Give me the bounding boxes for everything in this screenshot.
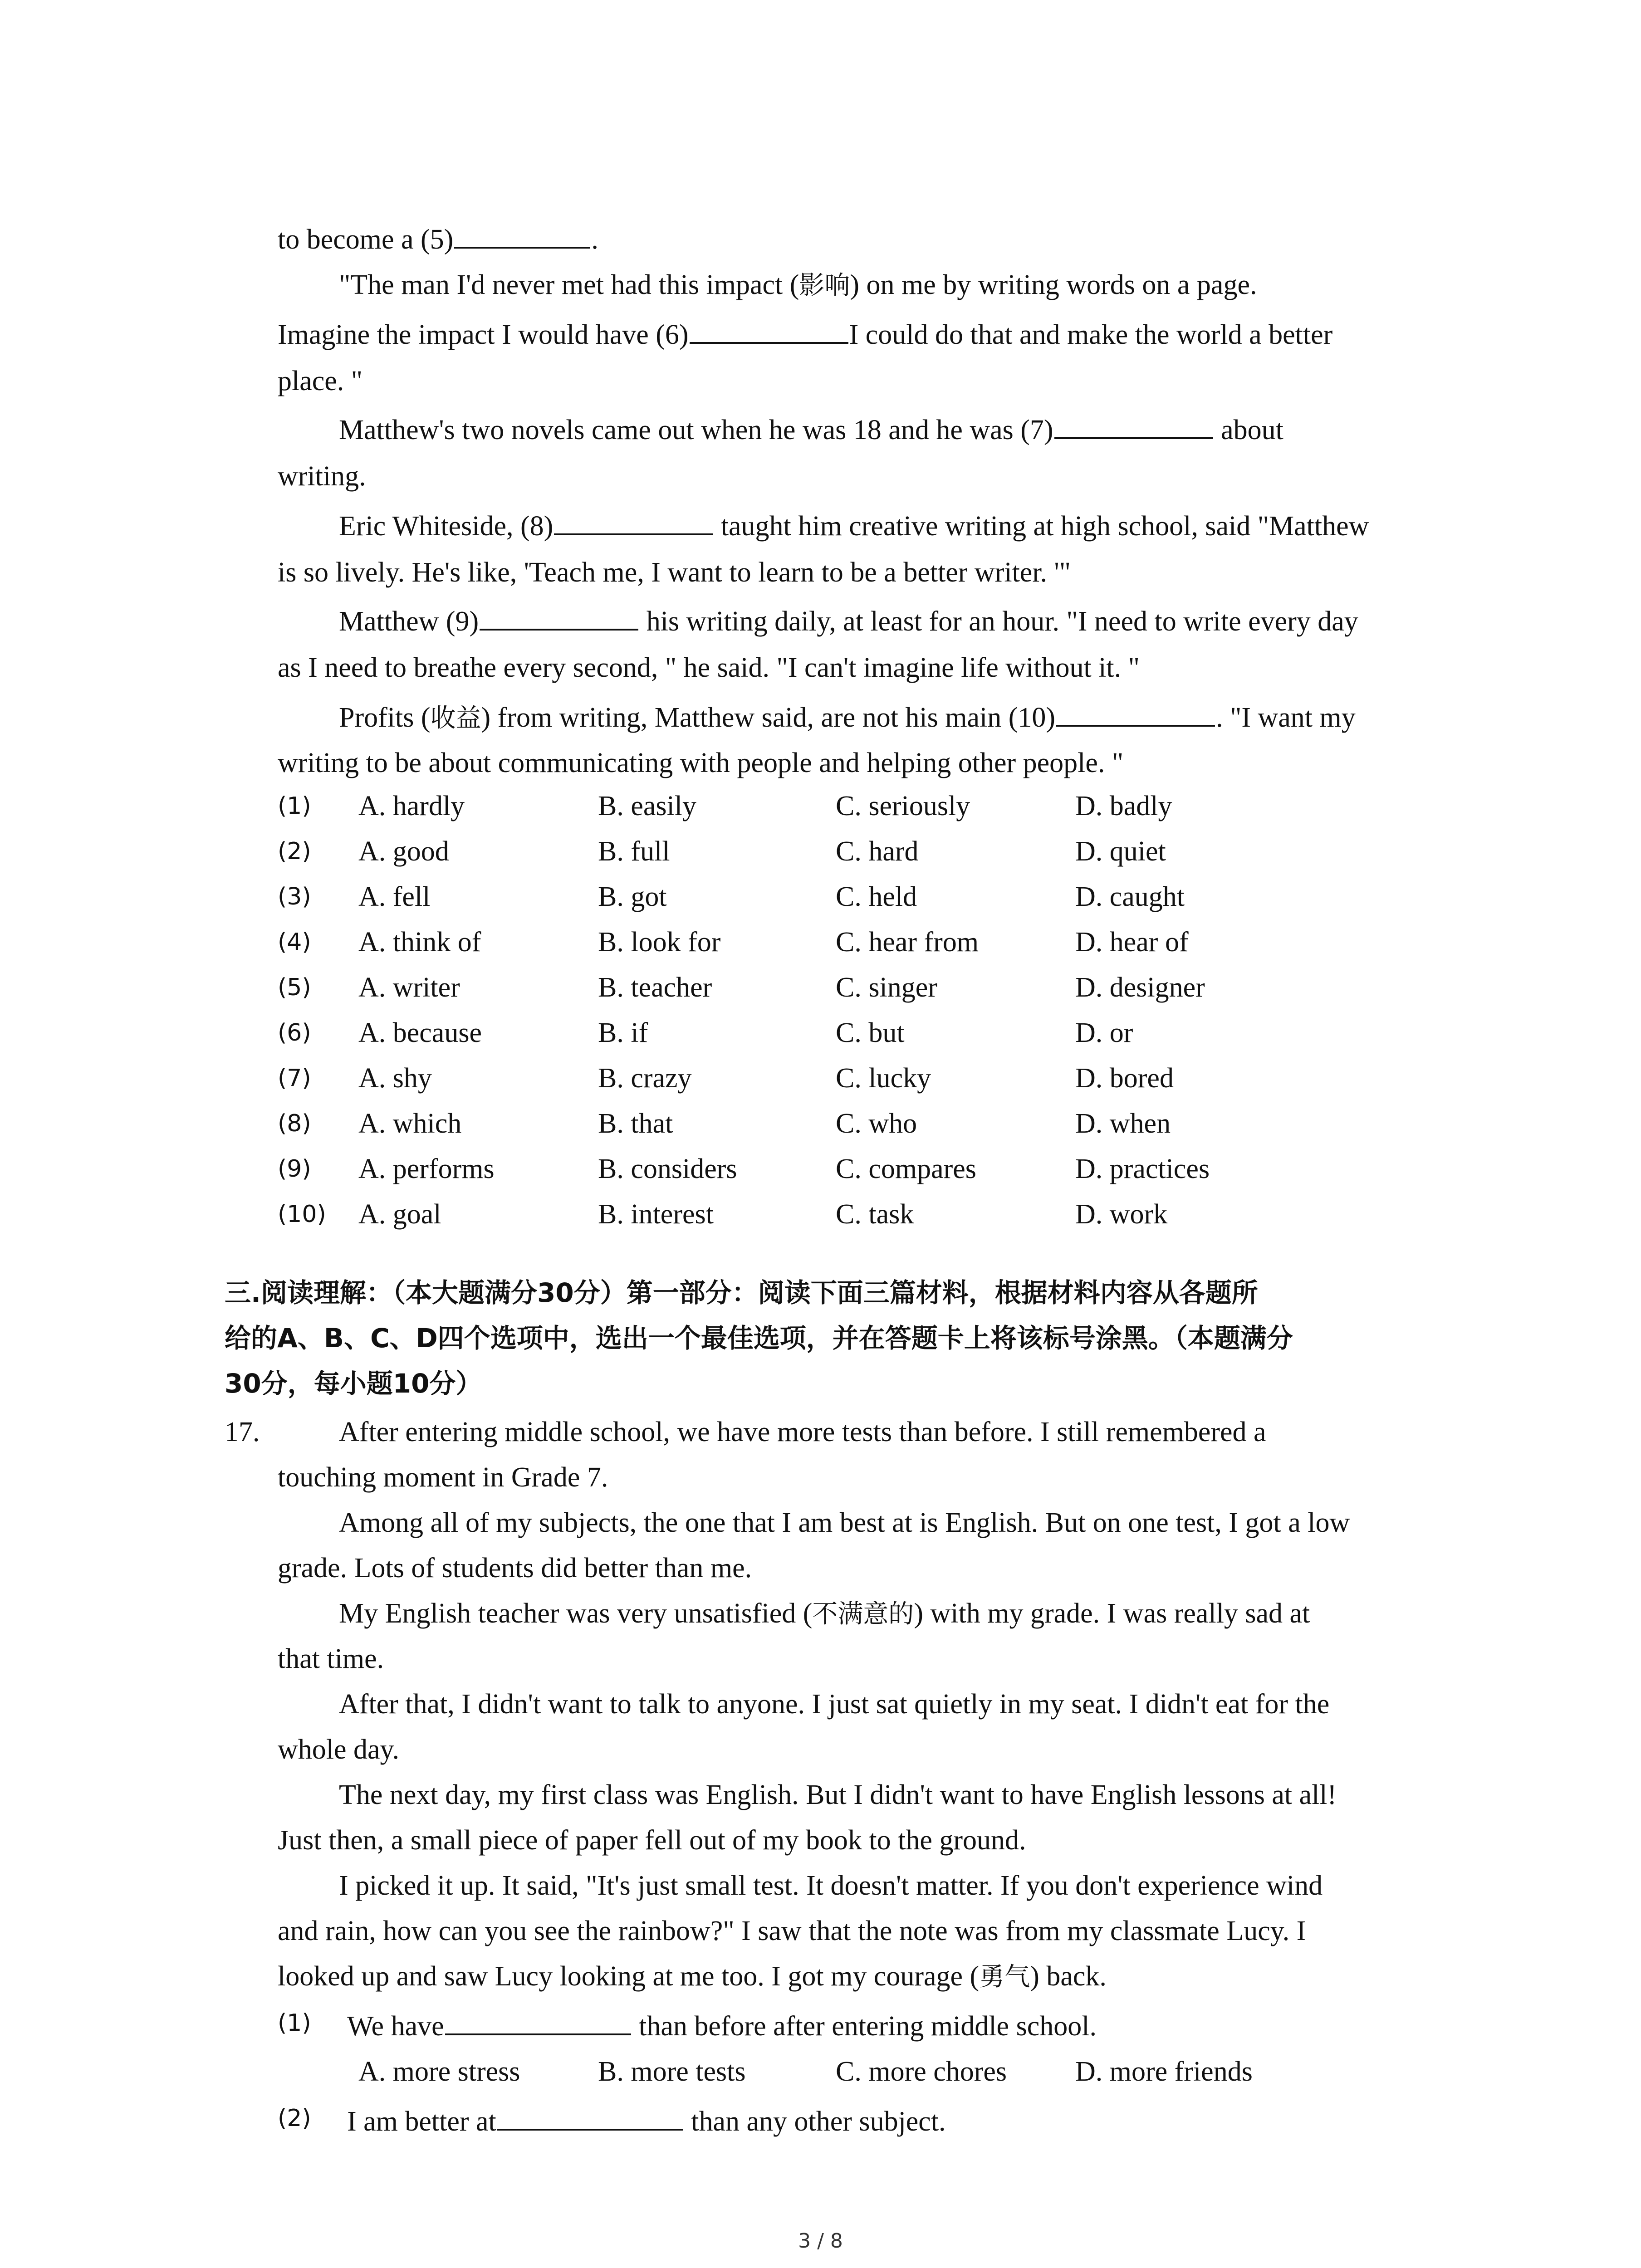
text: . [591, 224, 598, 255]
option-a: A. shy [358, 1063, 432, 1094]
text: Profits ( [339, 702, 431, 733]
option-d: D. or [1075, 1017, 1133, 1048]
option-b: B. more tests [598, 2056, 746, 2087]
question-number: 17. [225, 1417, 260, 1447]
text: to become a (5) [278, 224, 454, 255]
text: than before after entering middle school. [632, 2011, 1097, 2042]
text: place. " [278, 366, 363, 396]
text: ) on me by writing words on a page. [850, 269, 1257, 300]
option-d: D. more friends [1075, 2056, 1253, 2087]
question-number: (1) [278, 792, 311, 820]
option-b: B. full [598, 836, 670, 867]
reading-line: Just then, a small piece of paper fell out of my book to the ground. [278, 1825, 1026, 1856]
answer-blank [554, 505, 713, 535]
option-b: B. crazy [598, 1063, 692, 1094]
reading-line [339, 1591, 1310, 1636]
option-a: A. which [358, 1108, 462, 1139]
text: ) from writing, Matthew said, are not his main (10) [481, 702, 1056, 733]
reading-line: After entering middle school, we have more tests than before. I still remembered a [339, 1417, 1266, 1447]
passage-line [278, 358, 362, 404]
option-a: A. hardly [358, 791, 465, 821]
text: writing. [278, 461, 366, 492]
section-heading-line: 30分，每小题10分） [225, 1368, 482, 1399]
passage-line [278, 550, 1071, 595]
section-heading-line: 三.阅读理解：（本大题满分30分）第一部分：阅读下面三篇材料，根据材料内容从各题所 [225, 1277, 1258, 1308]
option-d: D. quiet [1075, 836, 1166, 867]
option-b: B. that [598, 1108, 673, 1139]
chinese-gloss: 收益 [430, 704, 481, 733]
option-d: D. when [1075, 1108, 1171, 1139]
option-b: B. teacher [598, 972, 712, 1003]
reading-line: I picked it up. It said, "It's just small test. It doesn't matter. If you don't experience wind [339, 1870, 1323, 1901]
passage-line [278, 217, 598, 262]
text: My English teacher was very unsatisfied ( [339, 1598, 813, 1629]
passage-line [278, 312, 1332, 357]
option-b: B. easily [598, 791, 696, 821]
answer-blank [1056, 697, 1215, 727]
answer-blank [480, 601, 638, 631]
text: his writing daily, at least for an hour. "I need to write every day [639, 606, 1358, 637]
reading-line [278, 1954, 1107, 1999]
text: than any other subject. [684, 2106, 946, 2137]
passage-line [339, 262, 1257, 308]
text: looked up and saw Lucy looking at me too. I got my courage ( [278, 1961, 980, 1992]
option-d: D. hear of [1075, 927, 1189, 958]
text: is so lively. He's like, 'Teach me, I want to learn to be a better writer. '" [278, 557, 1071, 588]
text: "The man I'd never met had this impact ( [339, 269, 799, 300]
option-d: D. badly [1075, 791, 1172, 821]
chinese-gloss: 影响 [799, 271, 850, 300]
question-number: (1) [278, 2009, 311, 2037]
option-c: C. compares [836, 1154, 976, 1184]
sub-question [347, 2004, 1097, 2049]
question-number: (9) [278, 1155, 311, 1183]
text: Imagine the impact I would have (6) [278, 319, 689, 350]
sub-question [347, 2099, 946, 2144]
text: ) with my grade. I was really sad at [914, 1598, 1310, 1629]
passage-line [278, 454, 366, 499]
answer-blank [497, 2101, 683, 2131]
text: Eric Whiteside, (8) [339, 511, 554, 542]
answer-blank [454, 219, 590, 249]
chinese-gloss: 勇气 [979, 1962, 1030, 1992]
option-a: A. fell [358, 881, 431, 912]
text: Matthew's two novels came out when he was 18 and he was (7) [339, 415, 1053, 445]
text: Matthew (9) [339, 606, 479, 637]
reading-line: The next day, my first class was English. But I didn't want to have English lessons at all! [339, 1779, 1337, 1810]
reading-line: Among all of my subjects, the one that I am best at is English. But on one test, I got a low [339, 1507, 1350, 1538]
option-c: C. singer [836, 972, 937, 1003]
option-c: C. but [836, 1017, 905, 1048]
option-d: D. bored [1075, 1063, 1174, 1094]
option-b: B. look for [598, 927, 721, 958]
option-c: C. seriously [836, 791, 970, 821]
question-number: (4) [278, 929, 311, 956]
option-c: C. hear from [836, 927, 979, 958]
reading-line: touching moment in Grade 7. [278, 1462, 608, 1493]
passage-line [339, 599, 1358, 644]
option-b: B. got [598, 881, 667, 912]
question-number: (2) [278, 2105, 311, 2132]
option-a: A. more stress [358, 2056, 520, 2087]
option-c: C. hard [836, 836, 919, 867]
option-b: B. considers [598, 1154, 737, 1184]
passage-line [278, 740, 1123, 786]
page-number: 3 / 8 [798, 2229, 843, 2253]
reading-line: After that, I didn't want to talk to anyone. I just sat quietly in my seat. I didn't eat for the [339, 1689, 1330, 1720]
option-c: C. lucky [836, 1063, 931, 1094]
text: I could do that and make the world a better [849, 319, 1333, 350]
text: as I need to breathe every second, " he said. "I can't imagine life without it. " [278, 652, 1140, 683]
passage-line [278, 645, 1140, 690]
section-heading-line: 给的A、B、C、D四个选项中，选出一个最佳选项，并在答题卡上将该标号涂黑。（本题满分 [225, 1323, 1293, 1354]
text: . "I want my [1216, 702, 1356, 733]
option-c: C. who [836, 1108, 917, 1139]
option-a: A. good [358, 836, 449, 867]
option-d: D. work [1075, 1199, 1168, 1230]
option-a: A. think of [358, 927, 481, 958]
option-d: D. practices [1075, 1154, 1210, 1184]
text: about [1214, 415, 1283, 445]
question-number: (5) [278, 974, 311, 1001]
reading-line: that time. [278, 1643, 384, 1674]
question-number: (7) [278, 1065, 311, 1092]
option-a: A. goal [358, 1199, 441, 1230]
reading-line: grade. Lots of students did better than me. [278, 1553, 752, 1584]
option-b: B. if [598, 1017, 648, 1048]
question-number: (3) [278, 883, 311, 910]
option-a: A. writer [358, 972, 460, 1003]
text: taught him creative writing at high school, said "Matthew [714, 511, 1369, 542]
reading-line: and rain, how can you see the rainbow?" I saw that the note was from my classmate Lucy. I [278, 1916, 1306, 1946]
answer-blank [690, 314, 848, 344]
text: writing to be about communicating with people and helping other people. " [278, 748, 1124, 778]
answer-blank [1054, 409, 1213, 439]
question-number: (10) [278, 1201, 326, 1228]
chinese-gloss: 不满意的 [812, 1599, 914, 1629]
text: ) back. [1030, 1961, 1107, 1992]
option-a: A. performs [358, 1154, 495, 1184]
option-c: C. held [836, 881, 917, 912]
option-c: C. more chores [836, 2056, 1007, 2087]
passage-line [339, 695, 1356, 740]
reading-line: whole day. [278, 1734, 400, 1765]
text: I am better at [347, 2106, 496, 2137]
option-d: D. caught [1075, 881, 1185, 912]
question-number: (2) [278, 838, 311, 865]
option-c: C. task [836, 1199, 914, 1230]
option-a: A. because [358, 1017, 482, 1048]
answer-blank [445, 2005, 631, 2035]
passage-line [339, 503, 1369, 549]
text: We have [347, 2011, 444, 2042]
question-number: (8) [278, 1110, 311, 1137]
option-b: B. interest [598, 1199, 714, 1230]
question-number: (6) [278, 1019, 311, 1046]
option-d: D. designer [1075, 972, 1205, 1003]
passage-line [339, 407, 1283, 453]
